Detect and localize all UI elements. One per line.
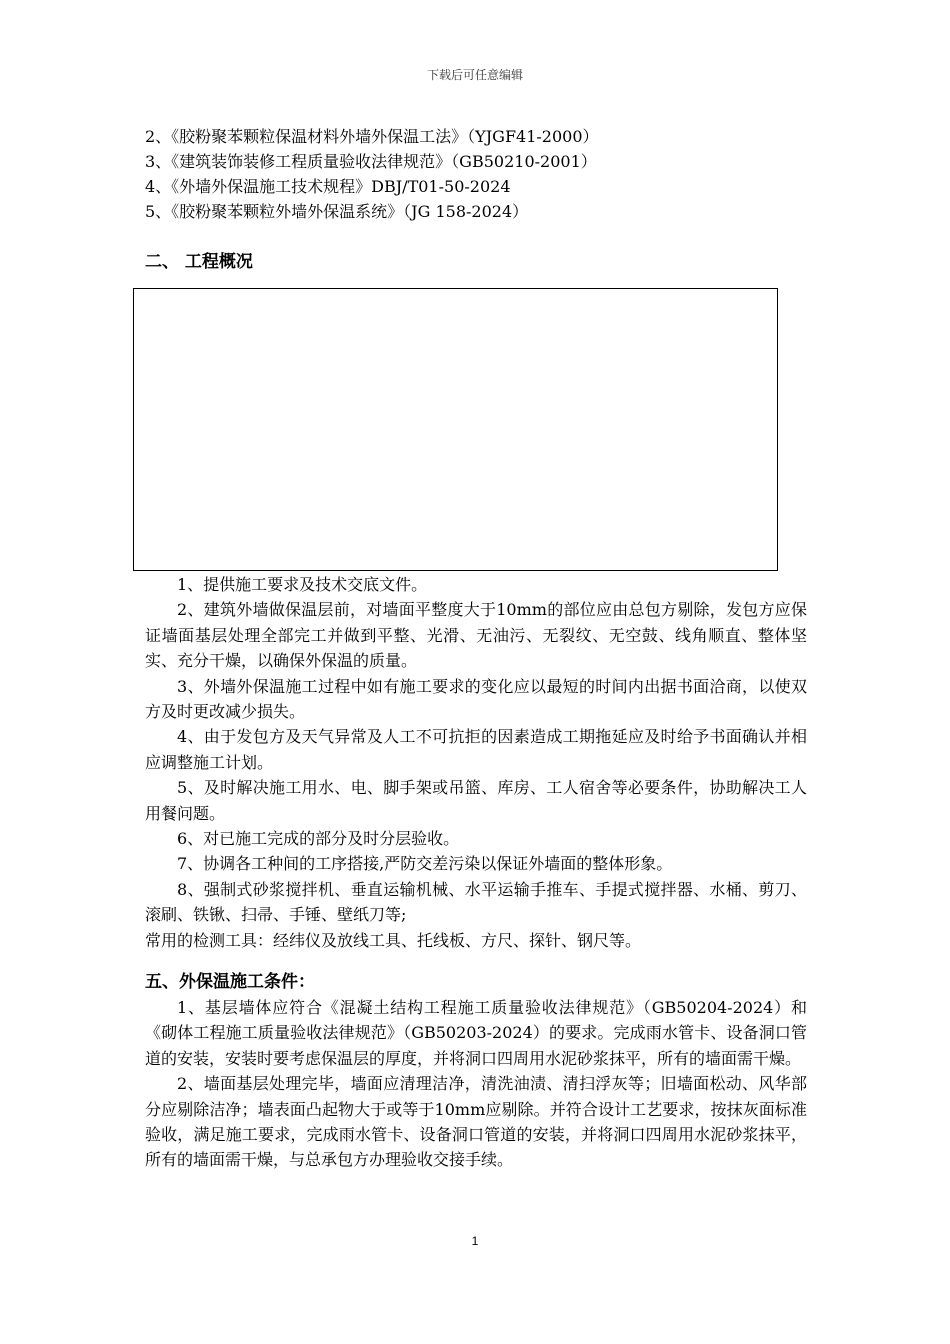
requirement-item-8: 8、强制式砂浆搅拌机、垂直运输机械、水平运输手推车、手提式搅拌器、水桶、剪刀、滚刷、铁锹、扫帚、手锤、壁纸刀等; (145, 879, 807, 925)
page-header-note: 下载后可任意编辑 (426, 68, 523, 82)
reference-list (145, 124, 825, 224)
requirement-item-2: 2、建筑外墙做保温层前，对墙面平整度大于10mm的部位应由总包方剔除，发包方应保证墙面基层处理全部完工并做到平整、光滑、无油污、无裂纹、无空鼓、线角顺直、整体坚实、充分干燥，以确保外保温的质量。 (145, 600, 807, 671)
requirement-item-6: 6、对已施工完成的部分及时分层验收。 (177, 829, 460, 849)
project-overview-box (133, 288, 778, 571)
reference-item-4: 4、《外墙外保温施工技术规程》DBJ/T01-50-2024 (145, 177, 511, 196)
condition-item-2: 2、墙面基层处理完毕，墙面应清理洁净，清洗油渍、清扫浮灰等；旧墙面松动、风华部分应剔除洁净；墙表面凸起物大于或等于10mm应剔除。并符合设计工艺要求，按抹灰面标准验收，满足施工要求，完成雨水管卡、设备洞口管道的安装，并将洞口四周用水泥砂浆抹平，所有的墙面需干燥，与总承包方办理验收交接手续。 (145, 1074, 807, 1170)
page-number: 1 (471, 1234, 479, 1248)
requirement-item-7: 7、协调各工种间的工序搭接,严防交差污染以保证外墙面的整体形象。 (177, 854, 673, 874)
requirement-item-3: 3、外墙外保温施工过程中如有施工要求的变化应以最短的时间内出据书面洽商，以使双方及时更改减少损失。 (145, 676, 807, 722)
requirement-item-5: 5、及时解决施工用水、电、脚手架或吊篮、库房、工人宿舍等必要条件，协助解决工人用餐问题。 (145, 778, 807, 823)
requirements-block (145, 572, 807, 953)
condition-item-1: 1、基层墙体应符合《混凝土结构工程施工质量验收法律规范》（GB50204-2024）和《砌体工程施工质量验收法律规范》（GB50203-2024）的要求。完成雨水管卡、设备洞口管道的安装，安装时要考虑保温层的厚度，并将洞口四周用水泥砂浆抹平，所有的墙面需干燥。 (145, 998, 807, 1068)
reference-item-5: 5、《胶粉聚苯颗粒外墙外保温系统》（JG 158-2024） (145, 202, 529, 221)
inspection-tools-line: 常用的检测工具：经纬仪及放线工具、托线板、方尺、探针、钢尺等。 (145, 930, 642, 950)
reference-item-2: 2、《胶粉聚苯颗粒保温材料外墙外保温工法》（YJGF41-2000） (145, 127, 599, 146)
requirement-item-1: 1、提供施工要求及技术交底文件。 (177, 575, 428, 594)
requirement-item-4: 4、由于发包方及天气异常及人工不可抗拒的因素造成工期拖延应及时给予书面确认并相应调整施工计划。 (145, 727, 807, 772)
section-2-heading: 二、 工程概况 (145, 252, 253, 272)
section-5-heading: 五、外保温施工条件： (145, 972, 315, 992)
conditions-block (145, 995, 807, 1173)
reference-item-3: 3、《建筑装饰装修工程质量验收法律规范》（GB50210-2001） (145, 152, 597, 171)
